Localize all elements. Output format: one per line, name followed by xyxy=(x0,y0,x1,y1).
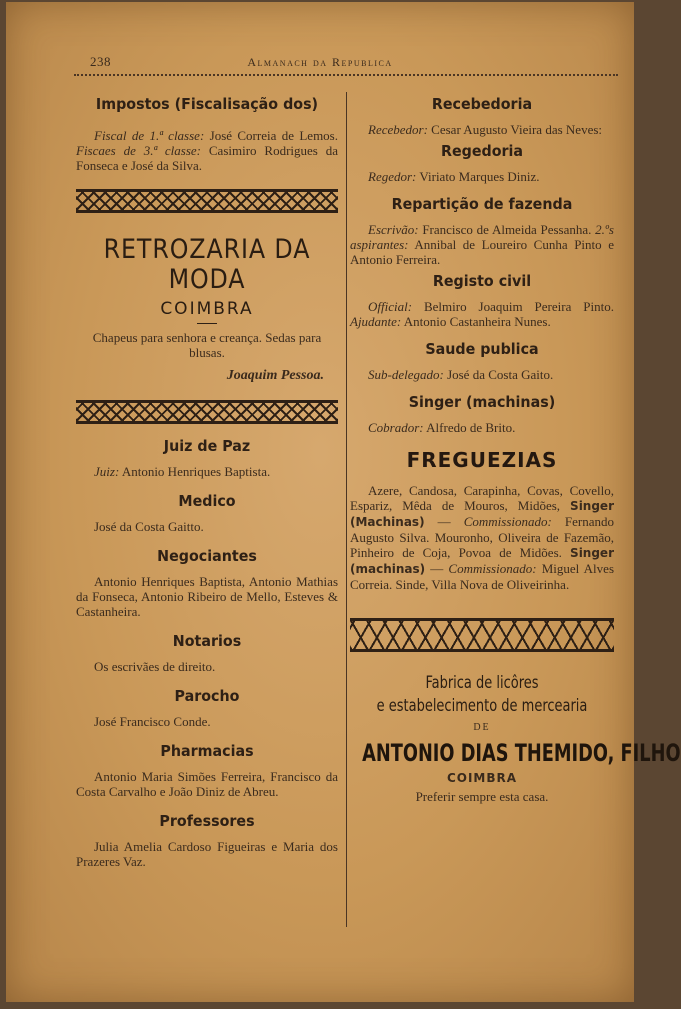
section-text: José da Costa Gaitto. xyxy=(94,519,204,534)
text-run: Antonio Henriques Baptista. xyxy=(119,464,271,479)
section-heading: Juiz de Paz xyxy=(163,437,251,455)
section-text xyxy=(350,169,614,184)
role-label: Commissionado: xyxy=(463,514,552,529)
saude-section xyxy=(350,339,614,382)
section-text xyxy=(350,222,614,267)
column-divider xyxy=(346,92,347,927)
advertisement-line: e estabelecimento de mercearia xyxy=(376,696,588,716)
text-run: Casimiro Rodrigues da Fonseca e José da Silva. xyxy=(76,143,338,173)
text-run: Antonio Castanheira Nunes. xyxy=(401,314,551,329)
text-run: Miguel Alves Correia. Sinde, Villa Nova de Oliveirinha. xyxy=(350,561,615,592)
recebedoria-section xyxy=(350,94,614,137)
section-heading: Saude publica xyxy=(425,340,539,358)
advertisement-text: Chapeus para senhora e creança. Sedas para blusas. xyxy=(92,330,322,360)
notarios-section xyxy=(76,631,338,674)
parocho-section xyxy=(76,686,338,729)
text-run: Francisco de Almeida Pessanha. xyxy=(418,222,596,237)
running-title: Almanach da Republica xyxy=(247,55,393,69)
fabrica-advertisement xyxy=(350,672,681,804)
ornamental-border xyxy=(350,618,614,652)
section-text xyxy=(350,367,614,382)
juiz-section xyxy=(76,436,338,479)
text-run: Cesar Augusto Vieira das Neves: xyxy=(427,122,603,137)
text-run: Fernando Augusto Silva. Mouronho, Oliveira de Fazemão, Pinheiro de Coja, Povoa de Midões. xyxy=(350,514,614,560)
impostos-section xyxy=(76,94,338,173)
section-heading: Repartição de fazenda xyxy=(391,195,573,213)
role-label: Fiscal de 1.ª classe: xyxy=(94,128,205,143)
role-label: Cobrador: xyxy=(368,420,424,435)
role-label: Sub-delegado: xyxy=(368,367,444,382)
advertisement-city: COIMBRA xyxy=(160,299,254,319)
text-run: Belmiro Joaquim Pereira Pinto. xyxy=(412,299,614,314)
section-text xyxy=(76,464,338,479)
text-run: José da Costa Gaito. xyxy=(443,367,554,382)
header-rule xyxy=(74,74,618,76)
pharmacias-section xyxy=(76,741,338,799)
bold-run: Singer (machinas) xyxy=(350,546,614,576)
freguezias-section xyxy=(350,447,614,592)
text-run: Azere, Candosa, Carapinha, Covas, Covello, Espariz, Mêda de Mouros, Midões, xyxy=(350,483,614,513)
ornamental-border-bottom xyxy=(76,400,338,424)
section-heading: Professores xyxy=(159,812,255,830)
professores-section xyxy=(76,811,338,869)
section-heading: Negociantes xyxy=(157,547,257,565)
section-text: Antonio Maria Simões Ferreira, Francisco da Costa Carvalho e João Diniz de Abreu. xyxy=(76,769,338,799)
ornamental-border-top xyxy=(76,189,338,213)
text-run: Annibal de Loureiro Cunha Pinto e Antonio Ferreira. xyxy=(350,237,614,267)
retrozaria-advertisement xyxy=(76,213,338,384)
page-number: 238 xyxy=(90,54,111,69)
freguezias-heading: FREGUEZIAS xyxy=(406,448,558,472)
reparticao-section xyxy=(350,194,614,267)
role-label: Escrivão: xyxy=(368,222,419,237)
section-text xyxy=(350,420,614,435)
section-heading: Registo civil xyxy=(432,272,532,290)
medico-section xyxy=(76,491,338,534)
section-heading: Singer (machinas) xyxy=(408,393,556,411)
section-text: Os escrivães de direito. xyxy=(94,659,216,674)
role-label: Regedor: xyxy=(368,169,417,184)
section-text xyxy=(76,128,338,173)
almanac-page xyxy=(6,2,681,1002)
running-head xyxy=(6,54,634,74)
text-run: Viriato Marques Diniz. xyxy=(416,169,540,184)
text-run: Alfredo de Brito. xyxy=(423,420,516,435)
section-text: Antonio Henriques Baptista, Antonio Mathias da Fonseca, Antonio Ribeiro de Mello, Esteves & Castanheira. xyxy=(76,574,338,619)
text-run: — xyxy=(425,561,449,576)
left-column xyxy=(76,94,338,869)
role-label: Ajudante: xyxy=(350,314,402,329)
section-heading: Recebedoria xyxy=(431,95,533,113)
text-run: José Correia de Lemos. xyxy=(204,128,338,143)
section-text xyxy=(350,299,614,329)
advertisement-signature: Joaquim Pessoa. xyxy=(226,368,324,383)
role-label: Juiz: xyxy=(94,464,120,479)
role-label: 2.ºs aspirantes: xyxy=(350,222,614,252)
advertisement-city: COIMBRA xyxy=(446,771,518,785)
section-heading: Regedoria xyxy=(440,142,524,160)
advertisement-title: RETROZARIA DA MODA xyxy=(103,234,311,295)
section-text: Julia Amelia Cardoso Figueiras e Maria dos Prazeres Vaz. xyxy=(76,839,338,869)
role-label: Commissionado: xyxy=(448,561,537,576)
negociantes-section xyxy=(76,546,338,619)
singer-section xyxy=(350,392,614,435)
role-label: Fiscaes de 3.ª classe: xyxy=(76,143,202,158)
advertisement-line: Fabrica de licôres xyxy=(425,673,539,693)
freguezias-text xyxy=(350,483,614,592)
right-column xyxy=(350,94,681,804)
advertisement-business-name: ANTONIO DIAS THEMIDO, FILHO xyxy=(362,739,681,767)
section-heading: Notarios xyxy=(172,632,242,650)
section-heading: Pharmacias xyxy=(160,742,254,760)
section-heading: Parocho xyxy=(174,687,240,705)
role-label: Official: xyxy=(368,299,413,314)
text-run: — xyxy=(424,514,464,529)
role-label: Recebedor: xyxy=(368,122,428,137)
section-heading: Medico xyxy=(178,492,236,510)
section-text: José Francisco Conde. xyxy=(94,714,211,729)
advertisement-slogan: Preferir sempre esta casa. xyxy=(415,789,549,804)
section-text xyxy=(350,122,614,137)
advertisement-rule xyxy=(197,323,217,324)
advertisement-de: DE xyxy=(473,722,491,733)
bold-run: Singer (Machinas) xyxy=(350,499,614,529)
regedoria-section xyxy=(350,141,614,184)
registo-section xyxy=(350,271,614,329)
section-heading: Impostos (Fiscalisação dos) xyxy=(95,95,319,113)
